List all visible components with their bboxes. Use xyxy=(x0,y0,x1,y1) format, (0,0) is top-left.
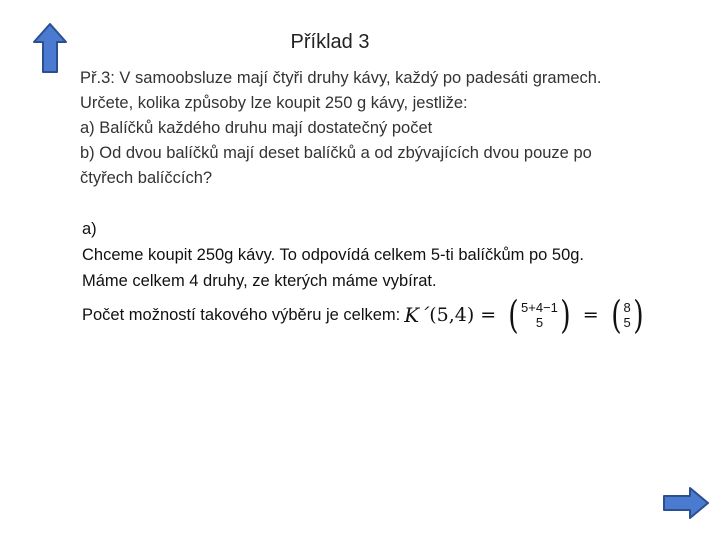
binom2-bottom: 5 xyxy=(623,315,631,330)
equals-sign: = xyxy=(582,304,599,326)
solution-line: Máme celkem 4 druhy, ze kterých máme vybírat. xyxy=(82,272,437,290)
solution-line: Chceme koupit 250g kávy. To odpovídá celkem 5-ti balíčkům po 50g. xyxy=(82,246,585,264)
combination-formula xyxy=(404,293,649,337)
formula-args: (5,4) xyxy=(429,304,475,326)
equals-sign: = xyxy=(480,304,497,326)
next-arrow-icon[interactable] xyxy=(662,486,710,520)
solution-block xyxy=(82,216,702,337)
problem-line: a) Balíčků každého druhu mají dostatečný počet xyxy=(80,119,433,137)
binom2-top: 8 xyxy=(623,300,631,315)
slide-title: Příklad 3 xyxy=(290,31,370,53)
binom1-top: 5+4−1 xyxy=(521,300,558,315)
problem-line: Určete, kolika způsoby lze koupit 250 g kávy, jestliže: xyxy=(80,94,468,112)
binom1-bottom: 5 xyxy=(535,315,544,330)
binomial-1: ( 5+4−1 5 ) xyxy=(508,293,571,337)
problem-line: čtyřech balíčcích? xyxy=(80,169,213,187)
formula-line xyxy=(82,293,702,337)
problem-line: b) Od dvou balíčků mají deset balíčků a od zbývajících dvou pouze po xyxy=(80,144,592,162)
formula-symbol: K´ xyxy=(404,303,430,327)
problem-line: Př.3: V samoobsluze mají čtyři druhy kávy, každý po padesáti gramech. xyxy=(80,69,602,87)
binomial-2: ( 8 5 ) xyxy=(610,293,644,337)
solution-line: Počet možností takového výběru je celkem: xyxy=(82,306,401,324)
solution-label: a) xyxy=(82,220,97,238)
problem-statement xyxy=(80,66,680,191)
